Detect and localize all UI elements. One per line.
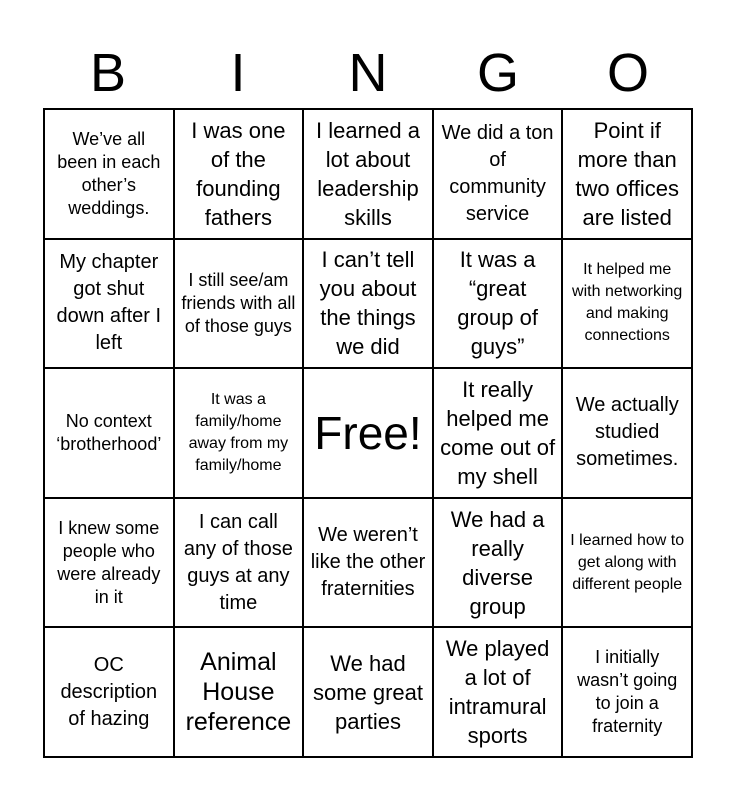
cell-text: No context ‘brotherhood’ bbox=[56, 410, 162, 454]
bingo-cell-r3c1[interactable] bbox=[44, 368, 174, 498]
cell-text: I still see/am friends with all of those guys bbox=[181, 269, 296, 336]
bingo-cell-r2c3[interactable] bbox=[303, 239, 433, 369]
cell-text: We actually studied sometimes. bbox=[575, 394, 679, 471]
cell-text: I learned a lot about leadership skills bbox=[316, 117, 420, 230]
bingo-cell-r1c4[interactable] bbox=[433, 109, 563, 239]
cell-text: I knew some people who were already in it bbox=[57, 517, 161, 607]
cell-text: It helped me with networking and making connections bbox=[572, 261, 683, 345]
header-letter-b: B bbox=[89, 43, 127, 103]
header-letter-i: I bbox=[230, 43, 246, 103]
bingo-cell-r1c1[interactable] bbox=[44, 109, 174, 239]
bingo-cell-r4c4[interactable] bbox=[433, 498, 563, 628]
bingo-cell-r4c5[interactable] bbox=[562, 498, 692, 628]
bingo-cell-r4c3[interactable] bbox=[303, 498, 433, 628]
cell-text: I learned how to get along with different people bbox=[570, 531, 685, 593]
cell-text: We weren’t like the other fraternities bbox=[310, 524, 426, 601]
cell-text: OC description of hazing bbox=[60, 653, 158, 730]
bingo-cell-r1c5[interactable] bbox=[562, 109, 692, 239]
cell-text: We had a really diverse group bbox=[450, 506, 545, 619]
cell-text: Animal House reference bbox=[185, 648, 292, 737]
bingo-cell-r3c4[interactable] bbox=[433, 368, 563, 498]
bingo-cell-r4c2[interactable] bbox=[174, 498, 304, 628]
cell-text: It was a family/home away from my family/home bbox=[188, 390, 289, 474]
free-space-text: Free! bbox=[314, 406, 422, 459]
bingo-cell-free[interactable] bbox=[303, 368, 433, 498]
header-letter-n: N bbox=[348, 43, 388, 103]
cell-text: I can call any of those guys at any time bbox=[183, 510, 293, 614]
bingo-cell-r2c4[interactable] bbox=[433, 239, 563, 369]
cell-text: We had some great parties bbox=[312, 650, 424, 734]
cell-text: I initially wasn’t going to join a fraternity bbox=[577, 647, 678, 737]
header-letter-g: G bbox=[476, 43, 519, 103]
bingo-cell-r5c2[interactable] bbox=[174, 627, 304, 757]
cell-text: I can’t tell you about the things we did bbox=[319, 247, 417, 360]
cell-text: It really helped me come out of my shell bbox=[440, 376, 556, 489]
cell-text: I was one of the founding fathers bbox=[191, 117, 286, 230]
bingo-cell-r2c2[interactable] bbox=[174, 239, 304, 369]
bingo-cell-r5c5[interactable] bbox=[562, 627, 692, 757]
bingo-cell-r5c3[interactable] bbox=[303, 627, 433, 757]
header-letter-o: O bbox=[606, 43, 649, 103]
bingo-cell-r3c5[interactable] bbox=[562, 368, 692, 498]
bingo-cell-r5c1[interactable] bbox=[44, 627, 174, 757]
cell-text: Point if more than two offices are listed bbox=[575, 117, 679, 230]
cell-text: We did a ton of community service bbox=[441, 121, 554, 225]
bingo-cell-r1c3[interactable] bbox=[303, 109, 433, 239]
cell-text: We played a lot of intramural sports bbox=[445, 636, 550, 749]
cell-text: We’ve all been in each other’s weddings. bbox=[57, 128, 161, 218]
bingo-grid bbox=[43, 108, 693, 758]
bingo-cell-r1c2[interactable] bbox=[174, 109, 304, 239]
bingo-cell-r4c1[interactable] bbox=[44, 498, 174, 628]
bingo-cell-r5c4[interactable] bbox=[433, 627, 563, 757]
bingo-cell-r3c2[interactable] bbox=[174, 368, 304, 498]
cell-text: It was a “great group of guys” bbox=[457, 247, 538, 360]
cell-text: My chapter got shut down after I left bbox=[56, 251, 162, 355]
bingo-cell-r2c5[interactable] bbox=[562, 239, 692, 369]
bingo-cell-r2c1[interactable] bbox=[44, 239, 174, 369]
bingo-header bbox=[43, 40, 693, 106]
